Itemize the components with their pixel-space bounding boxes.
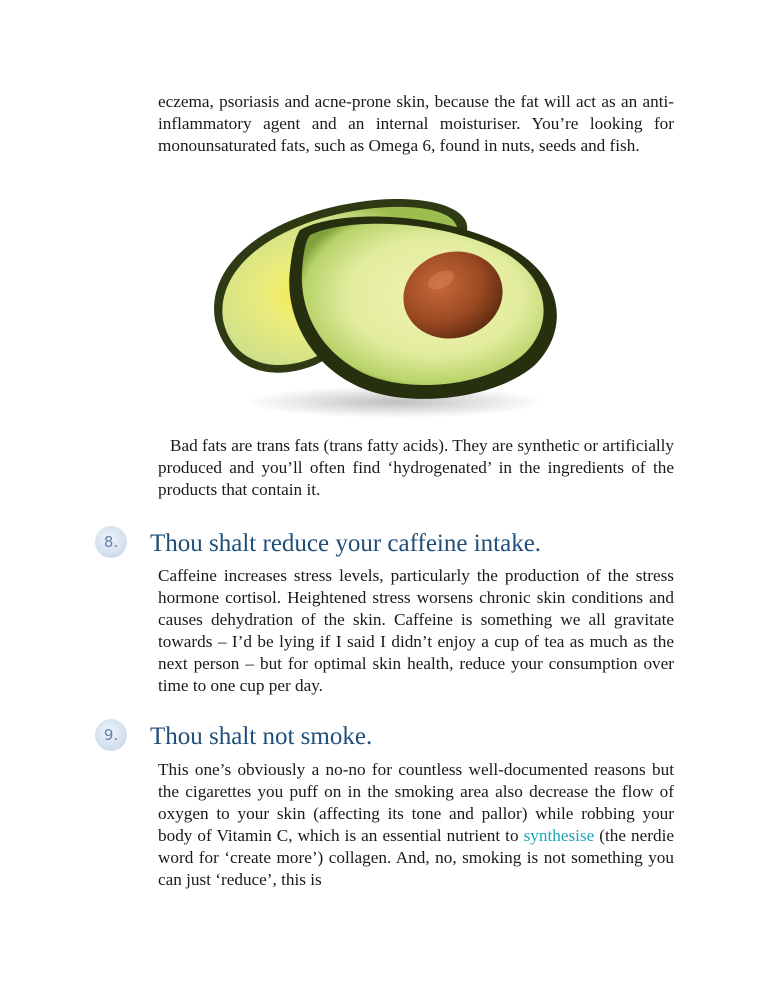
- synthesise-link[interactable]: synthesise: [523, 826, 595, 845]
- section-8-heading: Thou shalt reduce your caffeine intake.: [150, 530, 542, 557]
- bad-fats-paragraph: Bad fats are trans fats (trans fatty acids). They are synthetic or artificially produced and you’ll often find ‘hydrogenated’ in the ingredients of the products that contain it.: [158, 436, 674, 499]
- intro-paragraph: eczema, psoriasis and acne-prone skin, because the fat will act as an anti-inflammatory agent and an internal moisturiser. You’re looking for monounsaturated fats, such as Omega 6, found in nuts, seeds and fish.: [158, 92, 674, 155]
- section-9-body: [158, 759, 674, 891]
- section-9-number-badge: 9.: [95, 719, 127, 751]
- section-9-body-text-end: (the nerdie word for ‘create more’) collagen. And, no, smoking is not something you can just ‘reduce’, this is: [158, 826, 675, 889]
- section-9-body-text-start: This one’s obviously a no-no for countless well-documented reasons but the cigarettes you puff on in the smoking area also decrease the flow of oxygen to your skin (affecting its tone and pallor) while robbing your body of Vitamin C, which is an essential nutrient to: [158, 760, 674, 845]
- section-9-heading: Thou shalt not smoke.: [150, 723, 373, 750]
- avocado-image: [205, 190, 565, 422]
- section-8-body: Caffeine increases stress levels, particularly the production of the stress hormone cortisol. Heightened stress worsens chronic skin conditions and causes dehydration of the skin. Caffeine is something we all gravitate towards – I’d be lying if I said I didn’t enjoy a cup of tea as much as the next person – but for optimal skin health, reduce your consumption over time to one cup per day.: [158, 566, 674, 695]
- avocado-front-half: [289, 216, 557, 398]
- section-8-number-badge: 8.: [95, 526, 127, 558]
